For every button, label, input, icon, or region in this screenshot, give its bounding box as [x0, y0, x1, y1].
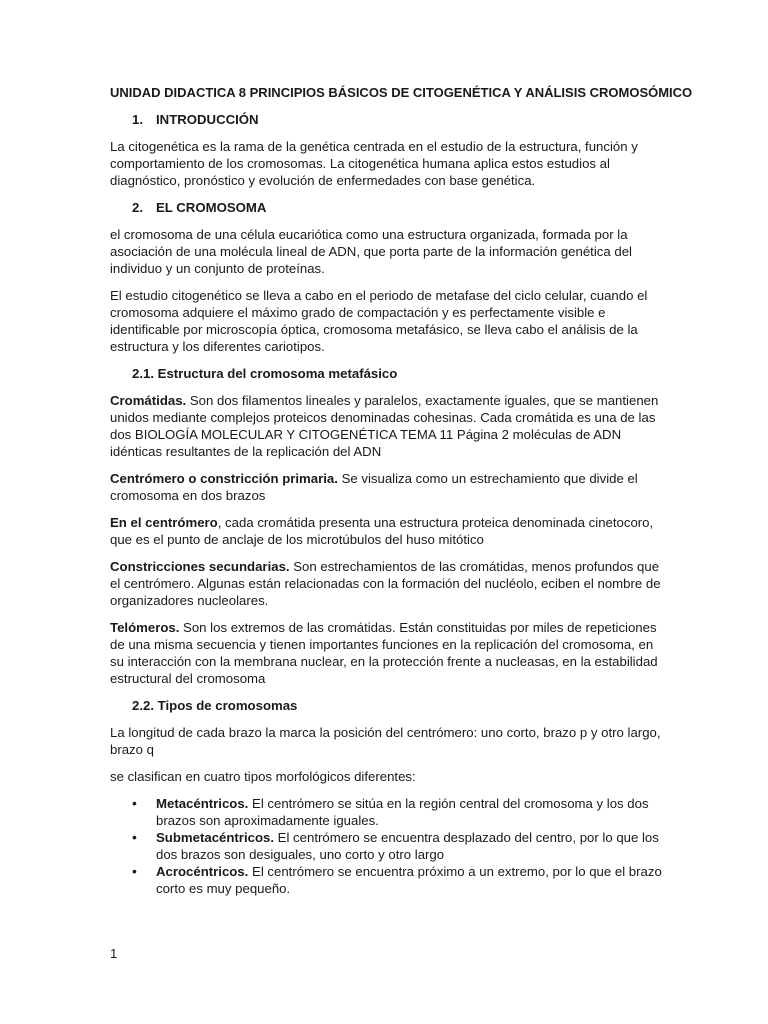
bullet-list — [110, 795, 670, 897]
list-item — [110, 795, 670, 829]
definition-paragraph — [110, 392, 670, 460]
section-heading-introduccion — [110, 111, 670, 128]
section-number: 1. — [132, 112, 143, 127]
list-item — [110, 829, 670, 863]
definition-text: Son dos filamentos lineales y paralelos, exactamente iguales, que se mantienen unidos mediante complejos proteicos denominadas cohesinas. Cada cromátida es una de las dos BIOLOGÍA MOLECULAR Y CITOGENÉTICA TEMA 11 Página 2 moléculas de ADN idénticas resultantes de la replicación del ADN — [110, 393, 659, 459]
definition-term: En el centrómero — [110, 515, 218, 530]
section-number: 2. — [132, 200, 143, 215]
section-title: EL CROMOSOMA — [156, 200, 267, 215]
paragraph: El estudio citogenético se lleva a cabo en el periodo de metafase del ciclo celular, cuando el cromosoma adquiere el máximo grado de compactación y es perfectamente visible e identificable por microscopía óptica, cromosoma metafásico, se lleva cabo el análisis de la estructura y los diferentes cariotipos. — [110, 288, 648, 354]
list-item-text: El centrómero se encuentra desplazado del centro, por lo que los dos brazos son desiguales, uno corto y otro largo — [156, 830, 659, 862]
definition-term: Constricciones secundarias. — [110, 559, 290, 574]
definition-text: Son los extremos de las cromátidas. Están constituidas por miles de repeticiones de una misma secuencia y tienen importantes funciones en la replicación del cromosoma, en su interacción con la membrana nuclear, en la protección frente a nucleasas, en la estabilidad estructural del cromosoma — [110, 620, 658, 686]
definition-paragraph — [110, 619, 670, 687]
definition-text: Se visualiza como un estrechamiento que divide el cromosoma en dos brazos — [110, 471, 638, 503]
paragraph: se clasifican en cuatro tipos morfológicos diferentes: — [110, 769, 416, 784]
paragraph: el cromosoma de una célula eucariótica como una estructura organizada, formada por la asociación de una molécula lineal de ADN, que porta parte de la información genética del individuo y un conjunto de proteínas. — [110, 227, 632, 276]
subsection-heading-estructura: 2.1. Estructura del cromosoma metafásico — [132, 366, 398, 381]
bullet-icon: • — [132, 829, 137, 845]
subsection-heading-tipos: 2.2. Tipos de cromosomas — [132, 698, 298, 713]
definition-paragraph — [110, 514, 670, 548]
definition-text: Son estrechamientos de las cromátidas, menos profundos que el centrómero. Algunas están relacionadas con la formación del nucléolo, eciben el nombre de organizadores nucleolares. — [110, 559, 661, 608]
list-item-term: Acrocéntricos. — [156, 864, 249, 879]
list-item-text: El centrómero se sitúa en la región central del cromosoma y los dos brazos son aproximadamente iguales. — [156, 796, 649, 828]
list-item — [110, 863, 670, 897]
document-title: UNIDAD DIDACTICA 8 PRINCIPIOS BÁSICOS DE CITOGENÉTICA Y ANÁLISIS CROMOSÓMICO — [110, 85, 693, 100]
list-item-text: El centrómero se encuentra próximo a un extremo, por lo que el brazo corto es muy pequeño. — [156, 864, 662, 896]
paragraph: La citogenética es la rama de la genética centrada en el estudio de la estructura, función y comportamiento de los cromosomas. La citogenética humana aplica estos estudios al diagnóstico, pronóstico y evolución de enfermedades con base genética. — [110, 139, 638, 188]
list-item-term: Metacéntricos. — [156, 796, 249, 811]
section-title: INTRODUCCIÓN — [156, 112, 259, 127]
definition-paragraph — [110, 558, 670, 609]
definition-text: , cada cromátida presenta una estructura proteica denominada cinetocoro, que es el punto de anclaje de los microtúbulos del huso mitótico — [110, 515, 654, 547]
paragraph: La longitud de cada brazo la marca la posición del centrómero: uno corto, brazo p y otro largo, brazo q — [110, 725, 661, 757]
definition-term: Centrómero o constricción primaria. — [110, 471, 338, 486]
section-heading-el-cromosoma — [110, 199, 670, 216]
definition-term: Cromátidas. — [110, 393, 187, 408]
bullet-icon: • — [132, 863, 137, 879]
page-number: 1 — [110, 946, 118, 961]
list-item-term: Submetacéntricos. — [156, 830, 274, 845]
bullet-icon: • — [132, 795, 137, 811]
document-body — [110, 84, 693, 897]
definition-term: Telómeros. — [110, 620, 180, 635]
definition-paragraph — [110, 470, 670, 504]
